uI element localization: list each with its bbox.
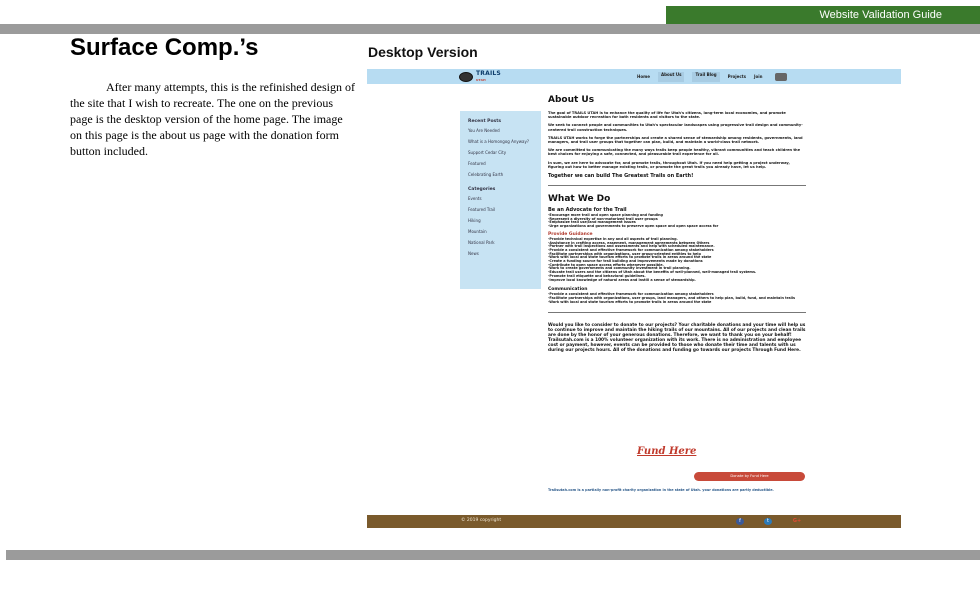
guidance-item: -Contribute to open space access efforts whenever possible. — [548, 262, 664, 267]
nav-join[interactable]: Join — [754, 74, 763, 79]
together-tagline: Together we can build The Greatest Trails on Earth! — [548, 173, 694, 180]
bottom-divider-bar — [6, 550, 980, 560]
account-icon[interactable] — [775, 73, 787, 81]
site-navbar — [367, 69, 901, 84]
blog-sidebar — [460, 111, 541, 289]
category-link[interactable]: Featured Trail — [468, 207, 496, 212]
categories-heading: Categories — [468, 187, 496, 192]
guidance-heading: Provide Guidance — [548, 231, 593, 237]
facebook-icon[interactable]: f — [736, 518, 744, 525]
what-we-do-heading: What We Do — [548, 194, 611, 205]
advocate-item: -Represent a diversity of non-motorized trail user groups — [548, 216, 658, 221]
about-paragraph: In sum, we are here to advocate for, and promote trails, throughout Utah. If you need help getting a project underway, figuring out how to better manage existing trails, or promote the great trails you already have, let us help. — [548, 160, 790, 169]
slide-description: After many attempts, this is the refinished design of the site that I wish to recreate. The one on the previous page is the desktop version of the home page. The image on this page is the about us page with the donation form button included. — [70, 80, 355, 158]
category-link[interactable]: Hiking — [468, 218, 481, 223]
advocate-item: -Emphasize trail use/land management issues — [548, 220, 636, 225]
recent-posts-heading: Recent Posts — [468, 119, 502, 124]
guidance-item: -Create a funding source for trail building and improvements made by donations — [548, 259, 703, 264]
about-paragraph: We seek to connect people and communities to Utah's spectacular landscapes using progressive trail design and community-centered trail construction techniques. — [548, 123, 803, 132]
logo-mark-icon — [459, 72, 473, 82]
section-divider — [548, 312, 806, 313]
website-mockup — [367, 69, 901, 528]
twitter-icon[interactable]: t — [764, 518, 772, 525]
nav-home[interactable]: Home — [637, 74, 650, 79]
about-heading: About Us — [548, 95, 595, 105]
sidebar-link[interactable]: Featured — [468, 161, 486, 166]
about-paragraph: The goal of TRAILS UTAH is to enhance the quality of life for Utah's citizens, long-term local economies, and promote sustainable outdoor recreation for both residents and visitors to the state. — [548, 111, 786, 120]
charity-note: Trailsutah.com is a partially non-profit charity organization in the state of Utah. your donations are partly deductible. — [548, 488, 774, 492]
fund-here-logo[interactable]: Fund Here — [637, 446, 697, 457]
logo-text: TRAILS UTAH — [476, 70, 501, 82]
guidance-item: -Work to create governments and community investment in trail planning. — [548, 266, 691, 271]
guidance-item: -Assistance in crafting access, easement, management agreements between Others — [548, 240, 710, 245]
slide-title: Surface Comp.’s — [70, 34, 259, 61]
top-divider-bar — [0, 24, 980, 34]
advocate-item: -Encourage more trail and open space planning and funding — [548, 213, 663, 218]
guidance-item: -Partner with trail inspections and assessments and help with scheduled maintenance. — [548, 244, 715, 249]
about-content — [548, 95, 806, 492]
guidance-item: -Provide a consistent and effective framework for communication among stakeholders — [548, 247, 714, 252]
guidance-item: -Facilitate partnerships with organizations, user group-oriented entities to help — [548, 251, 701, 256]
about-paragraph: TRAILS UTAH works to forge the partnerships and create a shared sense of stewardship among residents, governments, land managers, and trail user groups that together can plan, build, and maintain a world-class trail network. — [548, 135, 803, 145]
nav-projects[interactable]: Projects — [727, 74, 747, 79]
category-link[interactable]: News — [468, 251, 479, 256]
sidebar-link[interactable]: What is a Homongog Anyway? — [468, 139, 529, 144]
communication-item: -Provide a consistent and effective framework for communication among stakeholders — [548, 292, 714, 297]
communication-item: -Facilitate partnerships with organizations, user groups, land managers, and others to help plan, build, fund, and maintain trails — [548, 295, 796, 300]
sidebar-link[interactable]: You Are Needed — [468, 128, 500, 133]
category-link[interactable]: Events — [468, 196, 482, 201]
section-divider — [548, 185, 806, 186]
category-link[interactable]: National Park — [468, 240, 495, 245]
sidebar-link[interactable]: Celebrating Earth — [468, 172, 504, 177]
advocate-heading: Be an Advocate for the Trail — [548, 207, 627, 214]
donate-button[interactable]: Donate by Fund Here — [694, 472, 805, 481]
guidance-item: -Improve local knowledge of natural areas and instill a sense of stewardship. — [548, 277, 696, 282]
sidebar-link[interactable]: Support Cedar City — [468, 150, 507, 155]
nav-about-us[interactable]: About Us — [658, 72, 685, 82]
advocate-item: -Urge organizations and governments to preserve open space and open space access for — [548, 224, 719, 229]
communication-heading: Communication — [548, 287, 588, 293]
site-logo[interactable] — [459, 71, 501, 83]
about-paragraph: We are committed to communicating the many ways trails keep people healthy, vibrant communities and teach children the best choices for enjoying a safe, connected, and pleasurable trail experience for all. — [548, 148, 801, 157]
guide-tab: Website Validation Guide — [666, 6, 980, 25]
guidance-item: -Promote trail etiquette and behavioral guidelines. — [548, 273, 646, 278]
category-link[interactable]: Mountain — [468, 229, 487, 234]
nav-menu — [637, 71, 787, 82]
copyright-text: © 2019 copyright — [461, 518, 502, 523]
guidance-item: -Educate trail users and the citizens of Utah about the benefits of well-planned, well-managed trail systems. — [548, 270, 757, 275]
site-footer — [367, 515, 901, 528]
google-plus-icon[interactable]: G+ — [792, 518, 802, 524]
donation-text: Would you like to consider to donate to our projects? Your charitable donations and your time will help us to continue to improve and maintain the hiking trails of our mountains. All of our projects and clean trails are done by the honor of your generous donations. Therefore, we want to thank you on your behalf! Trailsutah.com is a 100% volunteer organization with its work. There is no administration and employee cost or payment, however, events can be provided to those who donate their time and talents with us during our projects hours. All of the donations and funding go towards our projects Through Fund Here. — [548, 323, 806, 354]
nav-trail-blog[interactable]: Trail Blog — [692, 72, 719, 82]
guidance-item: -Provide technical expertise in any and all aspects of trail planning. — [548, 236, 678, 241]
version-label: Desktop Version — [368, 44, 478, 60]
communication-item: -Work with local and state tourism efforts to promote trails in areas around the state — [548, 299, 712, 304]
guidance-item: -Work with local and state tourism efforts to promote trails in areas around the state — [548, 255, 712, 260]
